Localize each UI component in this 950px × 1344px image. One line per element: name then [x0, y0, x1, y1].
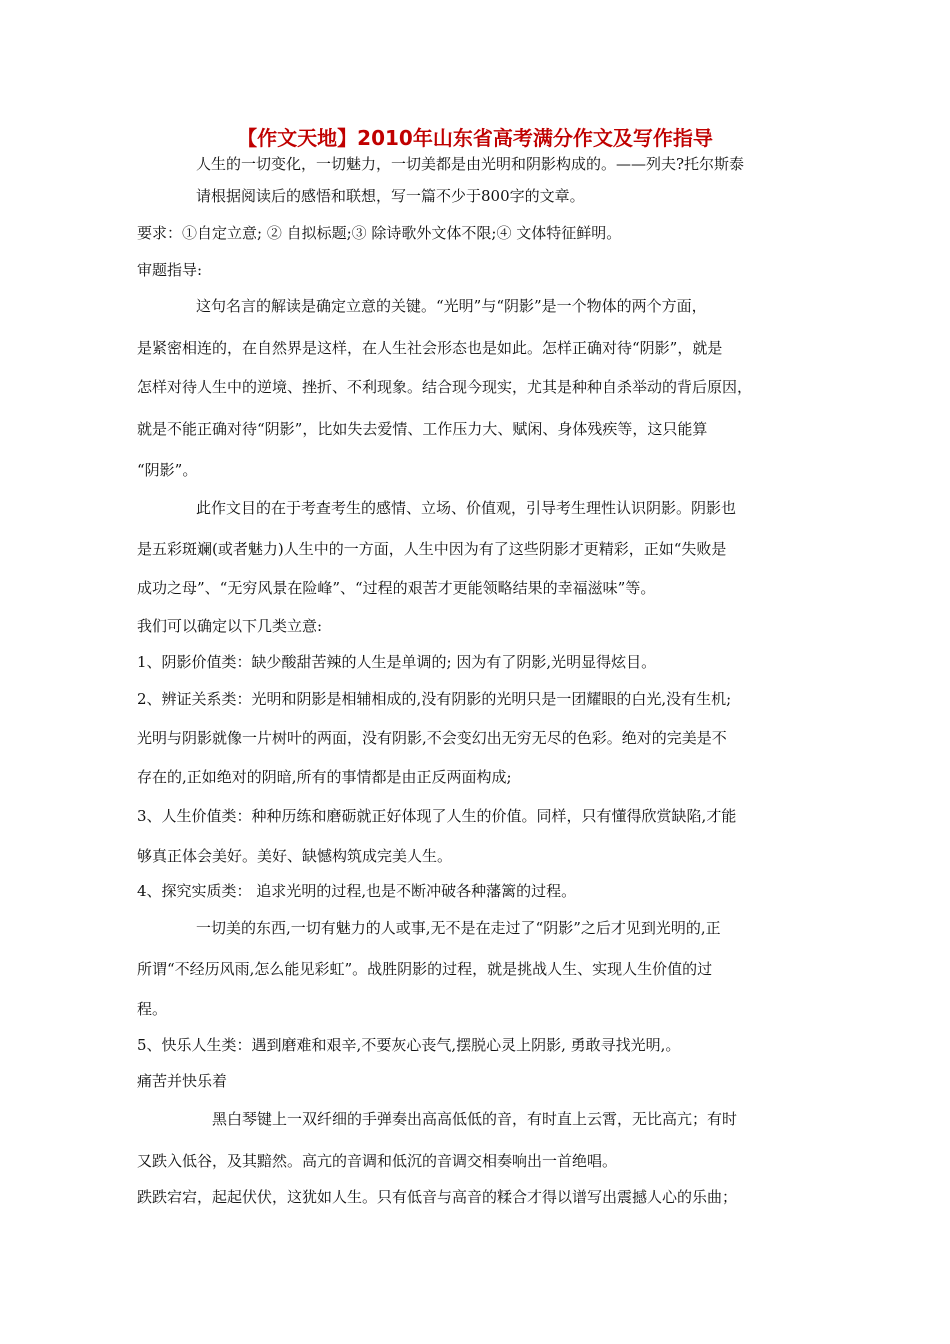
list-item: 够真正体会美好。美好、缺憾构筑成完美人生。 — [137, 847, 453, 865]
list-item: 3、人生价值类：种种历练和磨砺就正好体现了人生的价值。同样，只有懂得欣赏缺陷,才能 — [137, 807, 737, 825]
requirements-line: 要求：①自定立意; ② 自拟标题;③ 除诗歌外文体不限;④ 文体特征鲜明。 — [137, 224, 622, 242]
document-title: 【作文天地】2010年山东省高考满分作文及写作指导 — [237, 126, 713, 150]
section-heading: 我们可以确定以下几类立意: — [137, 617, 323, 635]
paragraph-line: 成功之母”、“无穷风景在险峰”、“过程的艰苦才更能领略结果的幸福滋味”等。 — [137, 579, 656, 597]
paragraph-line: 此作文目的在于考查考生的感情、立场、价值观，引导考生理性认识阴影。阴影也 — [196, 499, 737, 517]
list-item: 1、阴影价值类：缺少酸甜苦辣的人生是单调的; 因为有了阴影,光明显得炫目。 — [137, 653, 657, 671]
list-item: 存在的,正如绝对的阴暗,所有的事情都是由正反两面构成; — [137, 768, 512, 786]
paragraph-line: 这句名言的解读是确定立意的关键。“光明”与“阴影”是一个物体的两个方面， — [196, 297, 707, 315]
list-item: 5、快乐人生类：遇到磨难和艰辛,不要灰心丧气,摆脱心灵上阴影, 勇敢寻找光明,。 — [137, 1036, 681, 1054]
paragraph-line: “阴影”。 — [137, 461, 198, 479]
paragraph-line: 就是不能正确对待“阴影”，比如失去爱情、工作压力大、赋闲、身体残疾等，这只能算 — [137, 420, 708, 438]
paragraph-line: 怎样对待人生中的逆境、挫折、不利现象。结合现今现实，尤其是种种自杀举动的背后原因， — [137, 378, 753, 396]
essay-line: 跌跌宕宕，起起伏伏，这犹如人生。只有低音与高音的糅合才得以谱写出震撼人心的乐曲； — [137, 1188, 738, 1206]
list-item: 4、探究实质类： 追求光明的过程,也是不断冲破各种藩篱的过程。 — [137, 882, 577, 900]
essay-title: 痛苦并快乐着 — [137, 1072, 228, 1090]
essay-line: 黑白琴键上一双纤细的手弹奏出高高低低的音，有时直上云霄，无比高亢；有时 — [212, 1110, 738, 1128]
list-item: 2、辨证关系类：光明和阴影是相辅相成的,没有阴影的光明只是一团耀眼的白光,没有生机; — [137, 690, 732, 708]
paragraph-line: 所谓“不经历风雨,怎么能见彩虹”。战胜阴影的过程，就是挑战人生、实现人生价值的过 — [137, 960, 713, 978]
paragraph-line: 是紧密相连的，在自然界是这样，在人生社会形态也是如此。怎样正确对待“阴影”，就是 — [137, 339, 723, 357]
paragraph-line: 是五彩斑斓(或者魅力)人生中的一方面，人生中因为有了这些阴影才更精彩，正如“失败是 — [137, 540, 727, 558]
paragraph-line: 程。 — [137, 1000, 168, 1018]
quote-line: 人生的一切变化，一切魅力，一切美都是由光明和阴影构成的。——列夫?托尔斯泰 — [196, 155, 745, 173]
list-item: 光明与阴影就像一片树叶的两面，没有阴影,不会变幻出无穷无尽的色彩。绝对的完美是不 — [137, 729, 727, 747]
essay-line: 又跌入低谷，及其黯然。高亢的音调和低沉的音调交相奏响出一首绝唱。 — [137, 1152, 618, 1170]
paragraph-line: 一切美的东西,一切有魅力的人或事,无不是在走过了“阴影”之后才见到光明的,正 — [196, 919, 721, 937]
prompt-line: 请根据阅读后的感悟和联想，写一篇不少于800字的文章。 — [196, 187, 585, 205]
section-heading: 审题指导: — [137, 261, 203, 279]
